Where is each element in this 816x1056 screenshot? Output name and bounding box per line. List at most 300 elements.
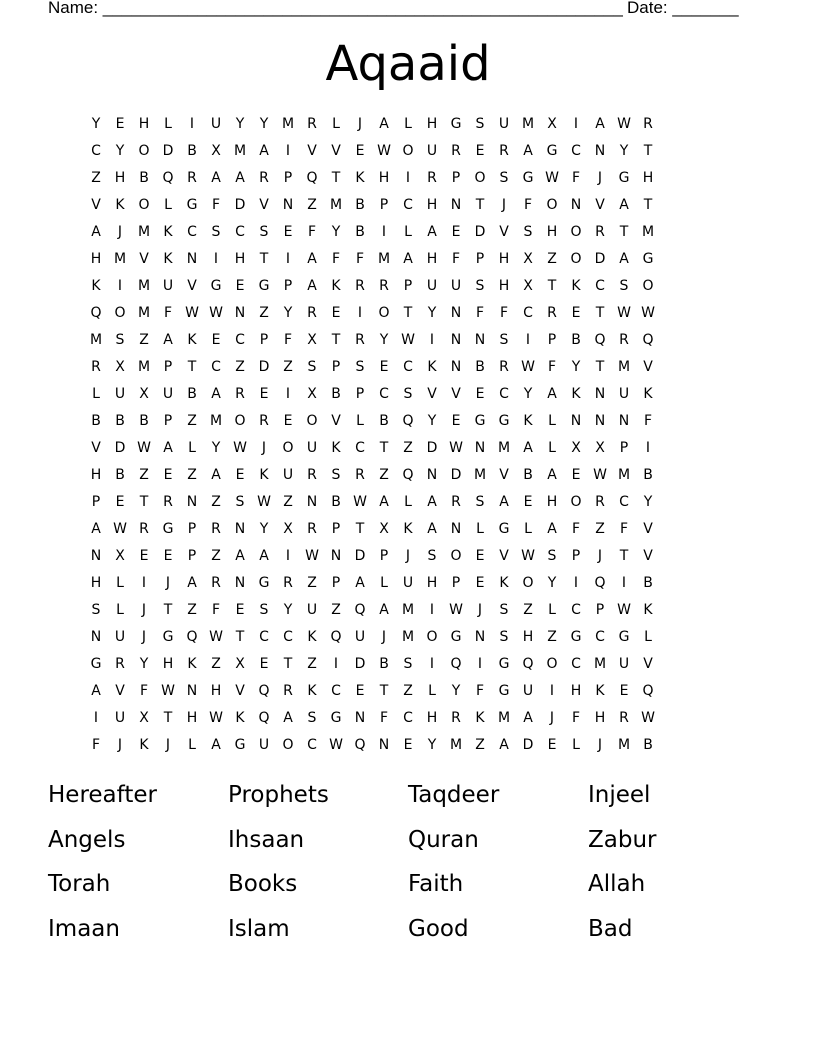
grid-letter: V xyxy=(331,413,341,429)
grid-letter: T xyxy=(379,683,389,699)
grid-letter: C xyxy=(235,332,245,348)
grid-letter: P xyxy=(475,251,485,267)
grid-letter: S xyxy=(235,494,245,510)
grid-letter: U xyxy=(498,116,510,132)
grid-letter: A xyxy=(547,467,557,483)
grid-letter: F xyxy=(211,602,221,618)
grid-letter: G xyxy=(330,710,342,726)
grid-letter: F xyxy=(571,710,581,726)
grid-letter: G xyxy=(162,521,174,537)
grid-letter: P xyxy=(187,548,197,564)
grid-letter: N xyxy=(570,413,582,429)
grid-letter: P xyxy=(331,575,341,591)
grid-letter: Z xyxy=(475,737,485,753)
word-bank-item: Good xyxy=(408,915,469,942)
grid-letter: N xyxy=(90,629,102,645)
grid-letter: A xyxy=(163,440,173,456)
grid-letter: D xyxy=(114,440,126,456)
grid-letter: X xyxy=(523,278,533,294)
grid-letter: Y xyxy=(283,602,293,618)
grid-row xyxy=(84,357,732,384)
grid-letter: J xyxy=(261,440,267,456)
grid-letter: C xyxy=(331,683,341,699)
grid-letter: Y xyxy=(427,737,437,753)
grid-letter: W xyxy=(185,305,199,321)
grid-letter: G xyxy=(498,521,510,537)
grid-letter: R xyxy=(355,467,365,483)
grid-letter: P xyxy=(547,332,557,348)
grid-letter: B xyxy=(187,143,197,159)
word-bank xyxy=(48,780,768,958)
grid-letter: V xyxy=(451,386,461,402)
grid-letter: S xyxy=(499,332,509,348)
grid-letter: U xyxy=(306,440,318,456)
grid-letter: F xyxy=(379,710,389,726)
grid-letter: Z xyxy=(547,251,557,267)
grid-letter: H xyxy=(426,710,438,726)
grid-letter: L xyxy=(548,440,556,456)
grid-letter: X xyxy=(115,548,125,564)
grid-letter: A xyxy=(523,143,533,159)
grid-letter: Y xyxy=(331,224,341,240)
grid-letter: S xyxy=(475,116,485,132)
grid-letter: K xyxy=(187,656,197,672)
grid-letter: Z xyxy=(139,467,149,483)
grid-letter: M xyxy=(497,440,511,456)
grid-letter: M xyxy=(137,278,151,294)
grid-letter: Q xyxy=(162,170,174,186)
grid-letter: K xyxy=(475,710,485,726)
grid-letter: B xyxy=(523,467,533,483)
grid-letter: D xyxy=(234,197,246,213)
grid-letter: R xyxy=(163,494,173,510)
grid-letter: S xyxy=(619,278,629,294)
letter-grid xyxy=(84,114,732,762)
grid-letter: J xyxy=(477,602,483,618)
grid-letter: O xyxy=(138,143,150,159)
grid-letter: N xyxy=(450,332,462,348)
grid-letter: E xyxy=(451,413,461,429)
grid-letter: G xyxy=(618,170,630,186)
word-bank-item: Ihsaan xyxy=(228,826,305,853)
grid-letter: I xyxy=(285,548,291,564)
grid-letter: W xyxy=(617,305,631,321)
grid-letter: Y xyxy=(427,305,437,321)
grid-letter: C xyxy=(403,359,413,375)
grid-letter: M xyxy=(401,629,415,645)
grid-letter: U xyxy=(162,386,174,402)
grid-letter: I xyxy=(189,116,195,132)
grid-letter: T xyxy=(139,494,149,510)
grid-letter: R xyxy=(355,278,365,294)
grid-letter: B xyxy=(355,197,365,213)
grid-letter: I xyxy=(285,143,291,159)
grid-letter: W xyxy=(617,602,631,618)
grid-letter: P xyxy=(451,170,461,186)
word-bank-item: Imaan xyxy=(48,915,120,942)
grid-letter: M xyxy=(89,332,103,348)
grid-letter: Q xyxy=(642,332,654,348)
grid-letter: Z xyxy=(211,548,221,564)
grid-letter: O xyxy=(306,413,318,429)
grid-letter: A xyxy=(523,440,533,456)
grid-letter: J xyxy=(549,710,555,726)
grid-letter: V xyxy=(307,143,317,159)
grid-letter: E xyxy=(235,467,245,483)
grid-letter: S xyxy=(499,602,509,618)
grid-letter: I xyxy=(429,656,435,672)
grid-letter: K xyxy=(571,278,581,294)
grid-letter: L xyxy=(644,629,652,645)
grid-letter: M xyxy=(329,197,343,213)
grid-letter: W xyxy=(113,521,127,537)
grid-letter: K xyxy=(163,224,173,240)
grid-letter: Z xyxy=(595,521,605,537)
grid-letter: J xyxy=(597,548,603,564)
grid-letter: F xyxy=(163,305,173,321)
grid-letter: P xyxy=(571,548,581,564)
grid-letter: S xyxy=(499,170,509,186)
word-bank-item: Prophets xyxy=(228,782,329,808)
grid-letter: N xyxy=(378,737,390,753)
grid-letter: N xyxy=(474,629,486,645)
grid-letter: B xyxy=(331,386,341,402)
grid-row xyxy=(84,411,732,438)
grid-letter: D xyxy=(354,656,366,672)
grid-letter: W xyxy=(641,305,655,321)
grid-letter: F xyxy=(139,683,149,699)
grid-letter: I xyxy=(381,224,387,240)
grid-letter: J xyxy=(597,737,603,753)
grid-letter: T xyxy=(163,710,173,726)
grid-letter: H xyxy=(186,710,198,726)
grid-letter: A xyxy=(403,251,413,267)
grid-letter: V xyxy=(427,386,437,402)
grid-letter: A xyxy=(259,143,269,159)
grid-letter: U xyxy=(522,683,534,699)
grid-letter: V xyxy=(259,197,269,213)
grid-letter: E xyxy=(475,386,485,402)
grid-letter: S xyxy=(475,278,485,294)
grid-letter: L xyxy=(380,575,388,591)
grid-letter: R xyxy=(259,170,269,186)
grid-letter: I xyxy=(429,602,435,618)
grid-letter: A xyxy=(379,602,389,618)
grid-letter: D xyxy=(354,548,366,564)
grid-letter: E xyxy=(451,224,461,240)
grid-letter: I xyxy=(141,575,147,591)
grid-letter: W xyxy=(641,710,655,726)
grid-letter: C xyxy=(571,143,581,159)
grid-letter: N xyxy=(594,386,606,402)
grid-letter: Z xyxy=(547,629,557,645)
grid-letter: L xyxy=(548,602,556,618)
grid-letter: H xyxy=(90,575,102,591)
grid-letter: N xyxy=(186,494,198,510)
grid-letter: Y xyxy=(211,440,221,456)
grid-letter: U xyxy=(114,629,126,645)
grid-letter: F xyxy=(91,737,101,753)
grid-letter: D xyxy=(474,224,486,240)
grid-letter: B xyxy=(139,413,149,429)
grid-letter: H xyxy=(570,683,582,699)
grid-letter: I xyxy=(645,440,651,456)
grid-letter: B xyxy=(187,386,197,402)
grid-row xyxy=(84,654,732,681)
grid-letter: F xyxy=(643,413,653,429)
grid-letter: K xyxy=(427,359,437,375)
grid-letter: X xyxy=(307,386,317,402)
grid-letter: E xyxy=(259,656,269,672)
grid-letter: L xyxy=(572,737,580,753)
grid-letter: I xyxy=(285,386,291,402)
grid-letter: V xyxy=(643,656,653,672)
grid-letter: R xyxy=(355,332,365,348)
grid-letter: P xyxy=(187,521,197,537)
grid-letter: Q xyxy=(258,710,270,726)
grid-letter: Z xyxy=(403,440,413,456)
grid-letter: P xyxy=(619,440,629,456)
grid-letter: U xyxy=(114,710,126,726)
grid-letter: V xyxy=(235,683,245,699)
grid-letter: F xyxy=(211,197,221,213)
grid-letter: P xyxy=(283,170,293,186)
grid-letter: G xyxy=(234,737,246,753)
grid-letter: Q xyxy=(90,305,102,321)
grid-letter: E xyxy=(115,116,125,132)
grid-letter: E xyxy=(259,386,269,402)
grid-letter: N xyxy=(426,467,438,483)
grid-letter: R xyxy=(259,413,269,429)
grid-letter: P xyxy=(379,197,389,213)
grid-letter: V xyxy=(91,440,101,456)
grid-letter: O xyxy=(570,251,582,267)
grid-letter: V xyxy=(643,521,653,537)
grid-letter: C xyxy=(355,440,365,456)
grid-letter: K xyxy=(595,683,605,699)
grid-letter: C xyxy=(91,143,101,159)
grid-letter: X xyxy=(379,521,389,537)
grid-letter: R xyxy=(547,305,557,321)
grid-letter: Z xyxy=(283,359,293,375)
grid-letter: A xyxy=(91,521,101,537)
grid-letter: C xyxy=(571,656,581,672)
grid-letter: K xyxy=(499,575,509,591)
grid-letter: I xyxy=(357,305,363,321)
grid-letter: V xyxy=(187,278,197,294)
grid-letter: K xyxy=(331,278,341,294)
grid-letter: W xyxy=(617,116,631,132)
grid-letter: N xyxy=(90,548,102,564)
grid-letter: M xyxy=(617,467,631,483)
grid-letter: X xyxy=(547,116,557,132)
grid-letter: Y xyxy=(523,386,533,402)
grid-letter: K xyxy=(259,467,269,483)
grid-letter: U xyxy=(162,278,174,294)
grid-letter: O xyxy=(282,440,294,456)
grid-letter: H xyxy=(642,170,654,186)
grid-letter: Z xyxy=(331,602,341,618)
grid-letter: A xyxy=(187,575,197,591)
grid-letter: F xyxy=(331,251,341,267)
grid-letter: U xyxy=(618,656,630,672)
grid-letter: N xyxy=(594,413,606,429)
grid-letter: E xyxy=(331,305,341,321)
grid-letter: E xyxy=(523,494,533,510)
grid-letter: W xyxy=(209,629,223,645)
grid-letter: J xyxy=(141,629,147,645)
grid-letter: S xyxy=(403,386,413,402)
grid-letter: H xyxy=(594,710,606,726)
grid-letter: U xyxy=(618,386,630,402)
grid-letter: M xyxy=(641,224,655,240)
grid-letter: R xyxy=(619,332,629,348)
grid-letter: Z xyxy=(307,197,317,213)
grid-letter: T xyxy=(331,332,341,348)
grid-letter: O xyxy=(138,197,150,213)
grid-letter: Z xyxy=(187,467,197,483)
grid-letter: F xyxy=(571,521,581,537)
grid-letter: O xyxy=(234,413,246,429)
grid-letter: N xyxy=(234,575,246,591)
grid-letter: A xyxy=(499,494,509,510)
grid-letter: L xyxy=(404,116,412,132)
grid-letter: A xyxy=(163,332,173,348)
grid-letter: E xyxy=(379,359,389,375)
grid-letter: L xyxy=(332,116,340,132)
grid-letter: D xyxy=(258,359,270,375)
grid-letter: Y xyxy=(259,116,269,132)
grid-letter: Q xyxy=(402,413,414,429)
grid-letter: Z xyxy=(259,305,269,321)
grid-letter: W xyxy=(257,494,271,510)
grid-letter: J xyxy=(381,629,387,645)
grid-letter: A xyxy=(547,521,557,537)
grid-letter: R xyxy=(187,170,197,186)
grid-letter: K xyxy=(643,602,653,618)
grid-letter: O xyxy=(546,197,558,213)
page-title: Aqaaid xyxy=(325,36,491,92)
grid-letter: A xyxy=(235,170,245,186)
grid-letter: T xyxy=(187,359,197,375)
grid-letter: M xyxy=(281,116,295,132)
grid-letter: D xyxy=(450,467,462,483)
grid-letter: N xyxy=(450,305,462,321)
grid-letter: A xyxy=(427,521,437,537)
grid-letter: K xyxy=(355,170,365,186)
grid-letter: I xyxy=(525,332,531,348)
grid-letter: E xyxy=(571,467,581,483)
grid-letter: Z xyxy=(211,656,221,672)
grid-letter: G xyxy=(474,413,486,429)
grid-letter: K xyxy=(91,278,101,294)
grid-letter: R xyxy=(211,575,221,591)
grid-letter: T xyxy=(475,197,485,213)
grid-row xyxy=(84,681,732,708)
grid-letter: Z xyxy=(139,332,149,348)
grid-letter: Q xyxy=(594,332,606,348)
grid-letter: V xyxy=(595,197,605,213)
grid-letter: Q xyxy=(258,683,270,699)
grid-letter: Z xyxy=(187,602,197,618)
grid-letter: K xyxy=(187,332,197,348)
grid-letter: K xyxy=(643,386,653,402)
grid-letter: W xyxy=(521,548,535,564)
grid-row xyxy=(84,627,732,654)
grid-letter: K xyxy=(523,413,533,429)
grid-letter: H xyxy=(426,251,438,267)
grid-letter: A xyxy=(379,116,389,132)
grid-letter: R xyxy=(379,278,389,294)
grid-letter: B xyxy=(115,467,125,483)
grid-letter: O xyxy=(642,278,654,294)
grid-letter: G xyxy=(546,143,558,159)
grid-letter: F xyxy=(499,305,509,321)
grid-letter: O xyxy=(522,575,534,591)
grid-letter: S xyxy=(259,602,269,618)
grid-letter: L xyxy=(428,683,436,699)
grid-letter: G xyxy=(258,278,270,294)
grid-letter: M xyxy=(209,413,223,429)
grid-letter: M xyxy=(617,359,631,375)
grid-letter: M xyxy=(617,737,631,753)
grid-letter: U xyxy=(426,278,438,294)
grid-letter: F xyxy=(619,521,629,537)
grid-letter: O xyxy=(402,143,414,159)
grid-letter: R xyxy=(451,710,461,726)
grid-letter: V xyxy=(643,548,653,564)
grid-letter: B xyxy=(475,359,485,375)
grid-letter: I xyxy=(477,656,483,672)
grid-letter: V xyxy=(91,197,101,213)
grid-letter: V xyxy=(499,467,509,483)
grid-letter: W xyxy=(209,305,223,321)
grid-letter: W xyxy=(449,602,463,618)
word-bank-item: Angels xyxy=(48,826,126,853)
grid-letter: C xyxy=(283,629,293,645)
grid-letter: E xyxy=(211,332,221,348)
grid-letter: I xyxy=(117,278,123,294)
grid-letter: X xyxy=(571,440,581,456)
grid-letter: T xyxy=(619,548,629,564)
grid-letter: M xyxy=(137,359,151,375)
grid-letter: Y xyxy=(547,575,557,591)
grid-letter: P xyxy=(595,602,605,618)
grid-letter: H xyxy=(546,494,558,510)
grid-letter: I xyxy=(333,656,339,672)
grid-letter: F xyxy=(523,197,533,213)
grid-letter: L xyxy=(116,602,124,618)
grid-letter: N xyxy=(306,494,318,510)
grid-letter: T xyxy=(163,602,173,618)
grid-letter: Y xyxy=(259,521,269,537)
grid-letter: E xyxy=(283,224,293,240)
grid-letter: I xyxy=(429,332,435,348)
grid-letter: Z xyxy=(235,359,245,375)
grid-letter: R xyxy=(307,305,317,321)
grid-letter: B xyxy=(355,224,365,240)
grid-letter: S xyxy=(427,548,437,564)
word-bank-item: Books xyxy=(228,871,298,897)
grid-row xyxy=(84,573,732,600)
grid-letter: T xyxy=(547,278,557,294)
grid-letter: K xyxy=(235,710,245,726)
grid-letter: A xyxy=(619,251,629,267)
grid-letter: J xyxy=(357,116,363,132)
grid-letter: P xyxy=(163,359,173,375)
grid-letter: Y xyxy=(427,413,437,429)
grid-letter: M xyxy=(137,305,151,321)
